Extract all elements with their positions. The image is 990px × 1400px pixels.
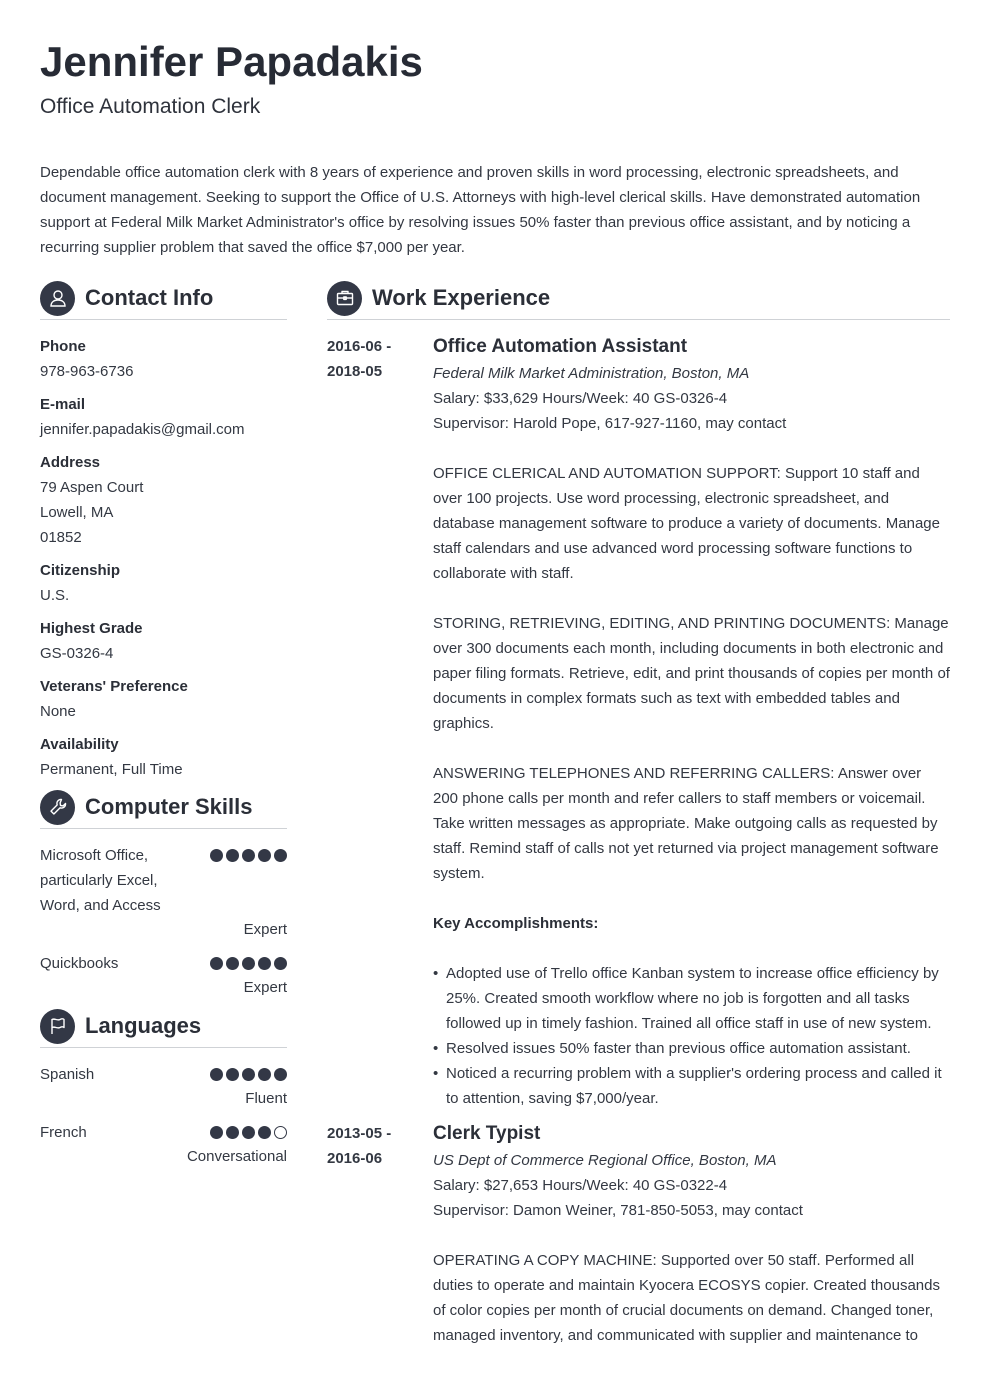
computer-skill-row [40, 843, 287, 918]
rating-dots [210, 951, 287, 970]
contact-label: Phone [40, 338, 86, 355]
job-body [433, 334, 950, 1111]
job-title-heading: Office Automation Clerk [40, 95, 261, 118]
contact-label: Veterans' Preference [40, 678, 188, 695]
contact-fields [40, 334, 287, 782]
computer-skills-heading: Computer Skills [85, 794, 253, 819]
contact-value: Permanent, Full Time [40, 761, 183, 778]
flag-icon [40, 1009, 75, 1044]
right-column [327, 281, 950, 1358]
language-name: Spanish [40, 1066, 95, 1083]
accomplishment-item: • Resolved issues 50% faster than previous office automation assistant. [433, 1036, 950, 1061]
contact-value: U.S. [40, 587, 70, 604]
language-level: Conversational [186, 1148, 287, 1165]
rating-dot-filled [242, 849, 255, 862]
contact-label: Citizenship [40, 562, 121, 579]
work-header [327, 281, 950, 320]
contact-field [40, 616, 287, 666]
contact-value-line: 01852 [40, 529, 82, 546]
job-duty-paragraph: OFFICE CLERICAL AND AUTOMATION SUPPORT: Support 10 staff and over 100 projects. Use word processing, electronic spreadsheet, and database management software to produce a variety of documents. Manage staff calendars and use advanced word processing software functions to collaborate with staff. [433, 465, 940, 582]
user-icon [40, 281, 75, 316]
contact-section [40, 281, 287, 782]
contact-field [40, 392, 287, 442]
job-dates: 2013-05 - 2016-06 [327, 1125, 392, 1167]
accomplishment-item: • Noticed a recurring problem with a supplier's ordering process and called it to attention, saving $7,000/year. [433, 1061, 950, 1111]
rating-dot-filled [258, 1068, 271, 1081]
job-entry [327, 1121, 950, 1348]
contact-value-line: 79 Aspen Court [40, 479, 144, 496]
left-column [40, 281, 287, 1178]
job-supervisor: Supervisor: Damon Weiner, 781-850-5053, may contact [433, 1202, 803, 1219]
rating-dot-empty [274, 1126, 287, 1139]
language-row [40, 1120, 287, 1145]
language-name: French [40, 1124, 87, 1141]
contact-label: Highest Grade [40, 620, 143, 637]
rating-dots [210, 843, 287, 862]
contact-field [40, 732, 287, 782]
job-dates: 2016-06 - 2018-05 [327, 338, 392, 380]
contact-value: None [40, 703, 76, 720]
computer-skill-name: Microsoft Office, particularly Excel, Word, and Access [40, 847, 161, 914]
languages-section [40, 1009, 287, 1168]
job-title: Office Automation Assistant [433, 336, 688, 357]
rating-dot-filled [258, 957, 271, 970]
language-row [40, 1062, 287, 1087]
contact-field [40, 450, 287, 550]
rating-dot-filled [226, 957, 239, 970]
contact-value: GS-0326-4 [40, 645, 114, 662]
rating-dot-filled [274, 849, 287, 862]
rating-dot-filled [210, 1126, 223, 1139]
contact-value: jennifer.papadakis@gmail.com [40, 421, 245, 438]
rating-dot-filled [274, 1068, 287, 1081]
wrench-icon [40, 790, 75, 825]
accomplishments-heading: Key Accomplishments: [433, 915, 599, 932]
contact-label: Availability [40, 736, 119, 753]
job-salary: Salary: $33,629 Hours/Week: 40 GS-0326-4 [433, 390, 728, 407]
contact-field [40, 558, 287, 608]
rating-dot-filled [226, 1068, 239, 1081]
accomplishment-item: • Adopted use of Trello office Kanban system to increase office efficiency by 25%. Created smooth workflow where no job is forgotten and all tasks followed up in timely fashion. Trained all office staff in use of new system. [433, 961, 950, 1036]
job-employer: US Dept of Commerce Regional Office, Boston, MA [433, 1152, 777, 1169]
rating-dots [210, 1062, 287, 1081]
contact-value [40, 475, 287, 550]
contact-label: Address [40, 454, 101, 471]
contact-label: E-mail [40, 396, 86, 413]
computer-skill [40, 951, 287, 999]
rating-dot-filled [226, 1126, 239, 1139]
language-level: Fluent [245, 1090, 287, 1107]
contact-field [40, 674, 287, 724]
rating-dot-filled [258, 849, 271, 862]
languages-heading: Languages [85, 1013, 202, 1038]
computer-skill-name: Quickbooks [40, 955, 119, 972]
computer-skills-list [40, 843, 287, 999]
computer-skill [40, 843, 287, 941]
contact-value: 978-963-6736 [40, 363, 134, 380]
contact-header [40, 281, 287, 320]
rating-dot-filled [242, 1068, 255, 1081]
accomplishments-list [433, 961, 950, 1111]
rating-dot-filled [210, 957, 223, 970]
computer-skills-section [40, 790, 287, 999]
rating-dot-filled [242, 957, 255, 970]
jobs-list [327, 334, 950, 1348]
job-title: Clerk Typist [433, 1123, 541, 1144]
job-duty-paragraph: STORING, RETRIEVING, EDITING, AND PRINTING DOCUMENTS: Manage over 300 documents each month, including documents in both electronic and paper filing formats. Retrieve, edit, and print thousands of copies per month of documents in complex formats such as text with embedded tables and graphics. [433, 615, 950, 732]
rating-dot-filled [210, 1068, 223, 1081]
contact-heading: Contact Info [85, 285, 214, 310]
rating-dot-filled [258, 1126, 271, 1139]
languages-header [40, 1009, 287, 1048]
computer-skills-header [40, 790, 287, 829]
rating-dots [210, 1120, 287, 1139]
summary-paragraph: Dependable office automation clerk with 8 years of experience and proven skills in word processing, electronic spreadsheets, and document management. Seeking to support the Office of U.S. Attorneys with high-level clerical skills. Have demonstrated automation support at Federal Milk Market Administrator's office by resolving issues 50% faster than previous office assistant, and by noticing a recurring supplier problem that saved the office $7,000 per year. [40, 164, 921, 256]
briefcase-icon [327, 281, 362, 316]
language [40, 1062, 287, 1110]
job-duty-paragraph: OPERATING A COPY MACHINE: Supported over 50 staff. Performed all duties to operate and maintain Kyocera ECOSYS copier. Created thousands of color copies per month of crucial documents on demand. Changed toner, managed inventory, and communicated with supplier and maintenance to [433, 1252, 940, 1344]
computer-skill-row [40, 951, 287, 976]
job-entry [327, 334, 950, 1111]
job-salary: Salary: $27,653 Hours/Week: 40 GS-0322-4 [433, 1177, 728, 1194]
job-duty-paragraph: ANSWERING TELEPHONES AND REFERRING CALLERS: Answer over 200 phone calls per month and refer callers to staff members or voicemail. Take written messages as appropriate. Make outgoing calls as requested by staff. Remind staff of calls not yet returned via project management software system. [433, 765, 939, 882]
rating-dot-filled [226, 849, 239, 862]
computer-skill-level: Expert [243, 979, 287, 996]
rating-dot-filled [242, 1126, 255, 1139]
job-body [433, 1121, 950, 1348]
languages-list [40, 1062, 287, 1168]
work-heading: Work Experience [372, 285, 551, 310]
contact-field [40, 334, 287, 384]
computer-skill-level: Expert [243, 921, 287, 938]
job-employer: Federal Milk Market Administration, Boston, MA [433, 365, 750, 382]
contact-value-line: Lowell, MA [40, 504, 114, 521]
rating-dot-filled [274, 957, 287, 970]
language [40, 1120, 287, 1168]
job-supervisor: Supervisor: Harold Pope, 617-927-1160, may contact [433, 415, 787, 432]
rating-dot-filled [210, 849, 223, 862]
candidate-name: Jennifer Papadakis [40, 38, 423, 85]
